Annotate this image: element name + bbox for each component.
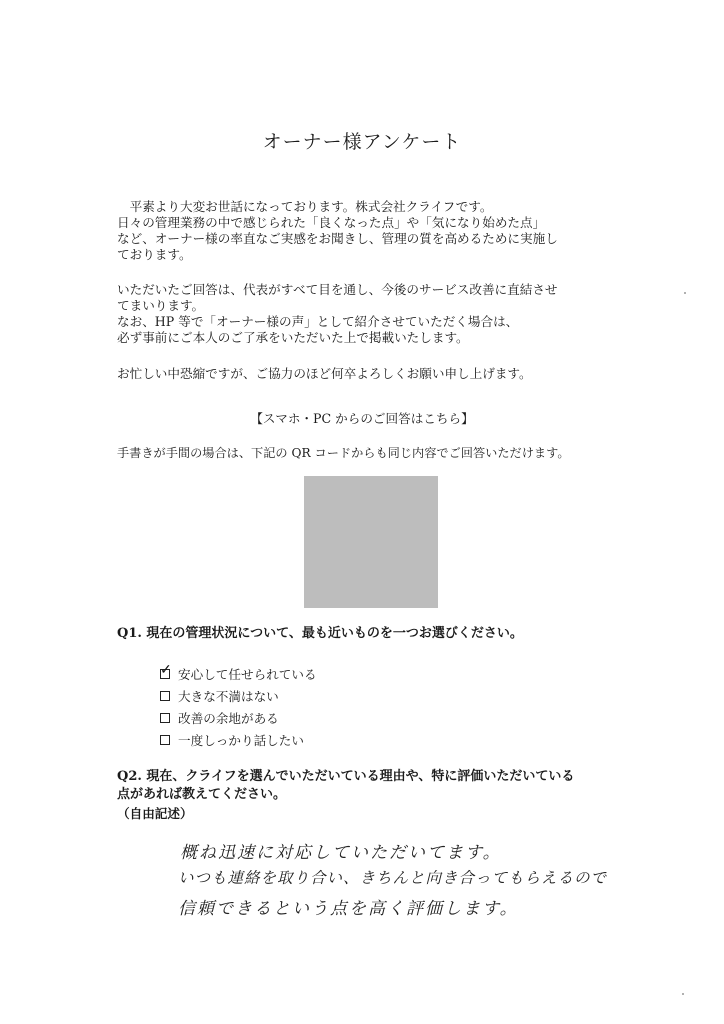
closing-text: お忙しい中恐縮ですが、ご協力のほど何卒よろしくお願い申し上げます。 <box>117 366 532 381</box>
option-label: 大きな不満はない <box>178 689 279 704</box>
online-heading: 【スマホ・PC からのご回答はこちら】 <box>250 411 474 426</box>
option-label: 改善の余地がある <box>178 711 279 726</box>
handwritten-answer-line-2: いつも連絡を取り合い、きちんと向き合ってもらえるので <box>178 869 608 887</box>
q1-option-4[interactable] <box>160 730 304 749</box>
scan-speck <box>684 292 686 294</box>
q1-option-2[interactable] <box>160 686 279 705</box>
policy-line: てまいります。 <box>117 298 205 313</box>
checkbox[interactable] <box>160 735 170 745</box>
handwritten-answer-line-3: 信頼できるという点を高く評価します。 <box>178 899 519 919</box>
checkbox-checked[interactable] <box>160 661 172 679</box>
policy-line: 必ず事前にご本人のご了承をいただいた上で掲載いたします。 <box>117 330 469 345</box>
policy-line: いただいたご回答は、代表がすべて目を通し、今後のサービス改善に直結させ <box>117 282 558 297</box>
qr-code-image[interactable] <box>304 476 438 608</box>
free-text-note: （自由記述） <box>117 806 193 821</box>
qr-note: 手書きが手間の場合は、下記の QR コードからも同じ内容でご回答いただけます。 <box>117 446 570 460</box>
option-label: 一度しっかり話したい <box>178 733 304 748</box>
q2-question <box>117 768 574 804</box>
q1-question: Q1. 現在の管理状況について、最も近いものを一つお選びください。 <box>117 626 523 641</box>
q1-option-3[interactable] <box>160 708 279 727</box>
policy-line: なお、HP 等で「オーナー様の声」として紹介させていただく場合は、 <box>117 314 519 329</box>
checkbox[interactable] <box>160 713 170 723</box>
intro-line: 平素より大変お世話になっております。株式会社クライフです。 <box>117 199 493 214</box>
handwritten-answer-line-1: 概ね迅速に対応していただいてます。 <box>180 843 502 863</box>
policy-paragraph <box>117 282 558 346</box>
q1-option-1[interactable] <box>160 661 317 683</box>
option-label: 安心して任せられている <box>178 667 317 682</box>
q2-question-line: Q2. 現在、クライフを選んでいただいている理由や、特に評価いただいている <box>117 769 575 784</box>
q2-question-line: 点があれば教えてください。 <box>117 787 287 802</box>
intro-paragraph <box>117 199 558 263</box>
intro-line: 日々の管理業務の中で感じられた「良くなった点」や「気になり始めた点」 <box>117 215 546 230</box>
intro-line: ております。 <box>117 247 192 262</box>
page-title: オーナー様アンケート <box>262 131 462 153</box>
intro-line: など、オーナー様の率直なご実感をお聞きし、管理の質を高めるために実施し <box>117 231 558 246</box>
check-icon: ✓ <box>160 661 172 678</box>
scan-speck <box>682 993 684 995</box>
checkbox[interactable] <box>160 691 170 701</box>
